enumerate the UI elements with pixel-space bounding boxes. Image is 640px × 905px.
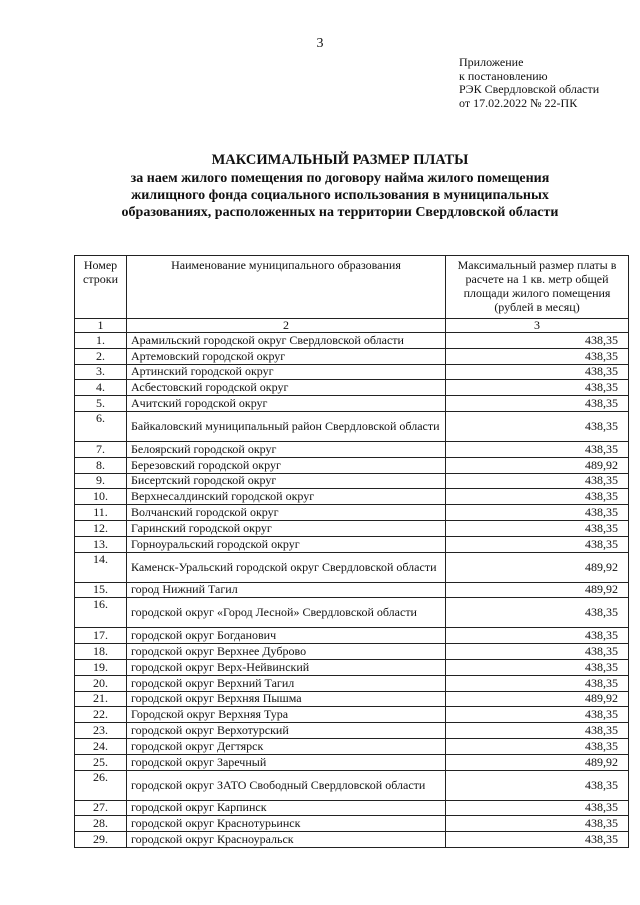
municipality-name: городской округ Красноуральск — [127, 832, 446, 848]
table-row — [75, 723, 629, 739]
municipality-name: Городской округ Верхняя Тура — [127, 707, 446, 723]
municipality-name: Арамильский городской округ Свердловской области — [127, 333, 446, 349]
table-row — [75, 832, 629, 848]
municipality-name: городской округ ЗАТО Свободный Свердловской области — [127, 770, 446, 800]
max-fee: 438,35 — [446, 800, 629, 816]
table-row — [75, 364, 629, 380]
table-row — [75, 348, 629, 364]
row-number: 24. — [75, 738, 127, 754]
max-fee: 489,92 — [446, 457, 629, 473]
row-number: 2. — [75, 348, 127, 364]
row-number: 21. — [75, 691, 127, 707]
row-number: 20. — [75, 675, 127, 691]
page-number: 3 — [316, 36, 324, 51]
row-number: 28. — [75, 816, 127, 832]
municipality-name: Гаринский городской округ — [127, 520, 446, 536]
max-fee: 438,35 — [446, 832, 629, 848]
max-fee: 489,92 — [446, 691, 629, 707]
municipality-name: Белоярский городской округ — [127, 441, 446, 457]
row-number: 27. — [75, 800, 127, 816]
municipality-name: городской округ Краснотурьинск — [127, 816, 446, 832]
table-row — [75, 552, 629, 582]
municipality-name: городской округ Верх-Нейвинский — [127, 659, 446, 675]
municipality-name: городской округ Верхнее Дуброво — [127, 644, 446, 660]
table-row — [75, 457, 629, 473]
table-row — [75, 738, 629, 754]
title-line: жилищного фонда социального использования в муниципальных — [131, 188, 549, 203]
annex-block — [459, 56, 599, 110]
row-number: 16. — [75, 598, 127, 628]
max-fee: 438,35 — [446, 489, 629, 505]
table-row — [75, 582, 629, 598]
max-fee: 489,92 — [446, 552, 629, 582]
max-fee: 438,35 — [446, 441, 629, 457]
municipality-name: Асбестовский городской округ — [127, 380, 446, 396]
header-value: Максимальный размер платы в расчете на 1 кв. метр общей площади жилого помещения (рублей в месяц) — [446, 256, 629, 319]
table-row — [75, 380, 629, 396]
municipality-name: городской округ Дегтярск — [127, 738, 446, 754]
max-fee: 438,35 — [446, 473, 629, 489]
max-fee: 438,35 — [446, 707, 629, 723]
row-number: 1. — [75, 333, 127, 349]
row-number: 12. — [75, 520, 127, 536]
max-fee: 438,35 — [446, 628, 629, 644]
table-row — [75, 707, 629, 723]
row-number: 23. — [75, 723, 127, 739]
municipality-name: Байкаловский муниципальный район Свердловской области — [127, 411, 446, 441]
max-fee: 438,35 — [446, 536, 629, 552]
max-fee: 438,35 — [446, 348, 629, 364]
row-number: 29. — [75, 832, 127, 848]
table-row — [75, 505, 629, 521]
municipality-name: городской округ Богданович — [127, 628, 446, 644]
table-row — [75, 816, 629, 832]
table-row — [75, 536, 629, 552]
row-number: 26. — [75, 770, 127, 800]
municipality-name: городской округ Верхний Тагил — [127, 675, 446, 691]
row-number: 6. — [75, 411, 127, 441]
max-fee: 489,92 — [446, 754, 629, 770]
row-number: 9. — [75, 473, 127, 489]
municipality-name: город Нижний Тагил — [127, 582, 446, 598]
header-name: Наименование муниципального образования — [127, 256, 446, 319]
max-fee: 438,35 — [446, 396, 629, 412]
header-num: Номер строки — [75, 256, 127, 319]
table-row — [75, 754, 629, 770]
row-number: 14. — [75, 552, 127, 582]
municipality-name: Горноуральский городской округ — [127, 536, 446, 552]
table-row — [75, 489, 629, 505]
table-row — [75, 333, 629, 349]
max-fee: 438,35 — [446, 644, 629, 660]
max-fee: 438,35 — [446, 723, 629, 739]
table-row — [75, 800, 629, 816]
table-row — [75, 675, 629, 691]
municipality-name: Волчанский городской округ — [127, 505, 446, 521]
row-number: 22. — [75, 707, 127, 723]
table-row — [75, 520, 629, 536]
municipality-name: Каменск-Уральский городской округ Свердловской области — [127, 552, 446, 582]
row-number: 7. — [75, 441, 127, 457]
max-fee: 489,92 — [446, 582, 629, 598]
max-fee: 438,35 — [446, 816, 629, 832]
annex-line: Приложение — [459, 55, 524, 69]
table-index-row — [75, 319, 629, 333]
row-number: 3. — [75, 364, 127, 380]
table-row — [75, 396, 629, 412]
municipality-name: городской округ Верхотурский — [127, 723, 446, 739]
max-fee: 438,35 — [446, 675, 629, 691]
row-number: 19. — [75, 659, 127, 675]
row-number: 4. — [75, 380, 127, 396]
municipality-name: городской округ Верхняя Пышма — [127, 691, 446, 707]
table-row — [75, 473, 629, 489]
table-row — [75, 411, 629, 441]
max-fee: 438,35 — [446, 380, 629, 396]
index-cell: 2 — [127, 319, 446, 333]
row-number: 11. — [75, 505, 127, 521]
row-number: 8. — [75, 457, 127, 473]
max-fee: 438,35 — [446, 505, 629, 521]
index-cell: 1 — [75, 319, 127, 333]
max-fee: 438,35 — [446, 738, 629, 754]
table-row — [75, 691, 629, 707]
document-title — [60, 152, 620, 221]
index-cell: 3 — [446, 319, 629, 333]
row-number: 25. — [75, 754, 127, 770]
row-number: 5. — [75, 396, 127, 412]
municipality-name: городской округ «Город Лесной» Свердловской области — [127, 598, 446, 628]
tariff-table — [74, 255, 629, 848]
max-fee: 438,35 — [446, 333, 629, 349]
row-number: 18. — [75, 644, 127, 660]
annex-line: РЭК Свердловской области — [459, 82, 600, 96]
municipality-name: Ачитский городской округ — [127, 396, 446, 412]
row-number: 17. — [75, 628, 127, 644]
max-fee: 438,35 — [446, 659, 629, 675]
municipality-name: Артинский городской округ — [127, 364, 446, 380]
row-number: 10. — [75, 489, 127, 505]
table-row — [75, 441, 629, 457]
municipality-name: Артемовский городской округ — [127, 348, 446, 364]
max-fee: 438,35 — [446, 598, 629, 628]
table-row — [75, 659, 629, 675]
annex-line: к постановлению — [459, 68, 548, 83]
max-fee: 438,35 — [446, 520, 629, 536]
title-line: за наем жилого помещения по договору найма жилого помещения — [130, 171, 550, 186]
table-row — [75, 598, 629, 628]
municipality-name: Верхнесалдинский городской округ — [127, 489, 446, 505]
table-row — [75, 628, 629, 644]
row-number: 13. — [75, 536, 127, 552]
table-header-row — [75, 256, 629, 319]
table-row — [75, 770, 629, 800]
max-fee: 438,35 — [446, 364, 629, 380]
max-fee: 438,35 — [446, 770, 629, 800]
table-row — [75, 644, 629, 660]
municipality-name: Бисертский городской округ — [127, 473, 446, 489]
row-number: 15. — [75, 582, 127, 598]
title-line: МАКСИМАЛЬНЫЙ РАЗМЕР ПЛАТЫ — [211, 152, 469, 168]
municipality-name: Березовский городской округ — [127, 457, 446, 473]
title-line: образованиях, расположенных на территории Свердловской области — [121, 205, 559, 220]
annex-line: от 17.02.2022 № 22-ПК — [459, 95, 578, 110]
municipality-name: городской округ Заречный — [127, 754, 446, 770]
municipality-name: городской округ Карпинск — [127, 800, 446, 816]
max-fee: 438,35 — [446, 411, 629, 441]
